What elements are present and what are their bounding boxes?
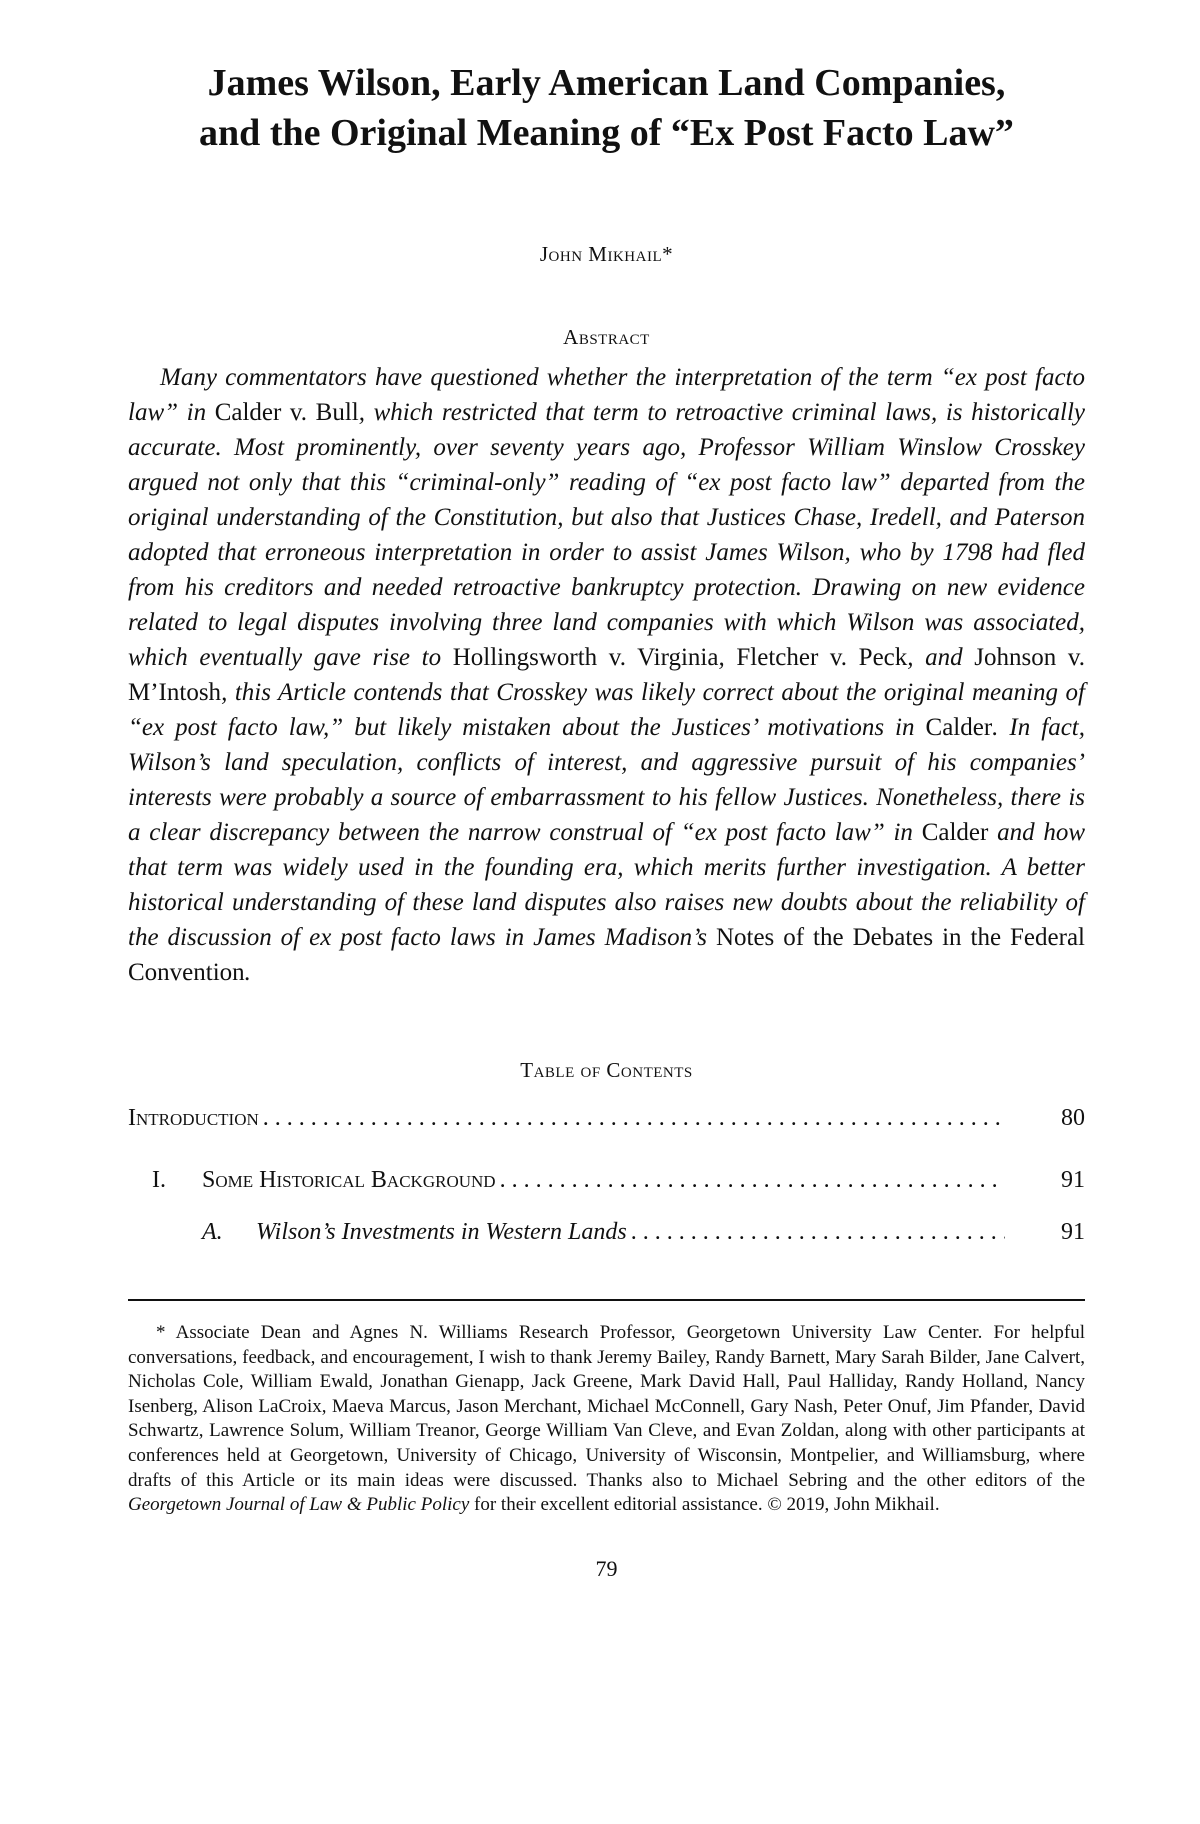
footnote-segment: for their excellent editorial assistance. © 2019, John Mikhail. <box>469 1494 940 1516</box>
abstract-segment: . In fact, Wilson’s land speculation, conflicts of interest, and aggressive pursuit of his companies’ interests were probably a source of embarrassment to his fellow Justices. Nonetheless, there is a clear discrepancy between the narrow construal of “ex post facto law” in <box>128 714 1085 846</box>
toc-entry-heading <box>128 1165 496 1195</box>
toc-entry-label: Introduction <box>128 1105 259 1131</box>
author-footnote <box>128 1321 1085 1518</box>
toc-entry-section-1a[interactable] <box>128 1217 1085 1247</box>
toc-entry-page: 91 <box>1061 1219 1085 1245</box>
footnote-divider <box>128 1299 1085 1301</box>
toc-entry-label: Wilson’s Investments in Western Lands <box>256 1219 627 1245</box>
dot-leader <box>263 1103 1005 1133</box>
article-first-page <box>128 58 1085 1582</box>
toc-heading: Table of Contents <box>520 1058 693 1082</box>
book-title: Notes of the Debates in the Federal Convention <box>128 924 1085 986</box>
case-name: Calder <box>925 714 993 741</box>
abstract-segment: , this Article contends that Crosskey was likely correct about the original meaning of “ex post facto law,” but likely mistaken about the Justices’ motivations in <box>128 679 1085 741</box>
abstract-segment: , <box>718 644 737 671</box>
abstract-segment: , and <box>907 644 975 671</box>
toc-entry-page: 80 <box>1061 1105 1085 1131</box>
abstract-body <box>128 360 1085 990</box>
case-name: Calder v. Bull <box>214 399 359 426</box>
abstract-segment: . <box>244 959 251 986</box>
toc-entry-introduction[interactable] <box>128 1103 1085 1133</box>
abstract-heading: Abstract <box>563 325 650 349</box>
toc-entry-label: Some Historical Background <box>202 1167 496 1193</box>
title-line-2: and the Original Meaning of “Ex Post Facto Law” <box>199 112 1014 154</box>
case-name: Fletcher v. Peck <box>736 644 908 671</box>
toc-entry-number: A. <box>202 1219 223 1245</box>
author-byline <box>128 242 1085 267</box>
toc-entry-number: I. <box>152 1167 166 1193</box>
abstract-segment: Many commentators have questioned whether the interpretation of the term “ex post facto law” in <box>128 364 1085 426</box>
author-footnote-marker: * <box>662 242 674 266</box>
journal-name: Georgetown Journal of Law & Public Policy <box>128 1494 470 1516</box>
dot-leader <box>500 1165 1005 1195</box>
toc-entry-section-1[interactable] <box>128 1165 1085 1195</box>
article-title <box>128 58 1085 158</box>
abstract-segment: and how that term was widely used in the founding era, which merits further investigation. A better historical understanding of these land disputes also raises new doubts about the reliability of the discussion of ex post facto laws in James Madison’s <box>128 819 1085 951</box>
author-name: John Mikhail <box>539 242 663 266</box>
abstract-segment: , which restricted that term to retroactive criminal laws, is historically accurate. Most prominently, over seventy years ago, Professor William Winslow Crosskey argued not only that this “criminal-only” reading of “ex post facto law” departed from the original understanding of the Constitution, but also that Justices Chase, Iredell, and Paterson adopted that erroneous interpretation in order to assist James Wilson, who by 1798 had fled from his creditors and needed retroactive bankruptcy protection. Drawing on new evidence related to legal disputes involving three land companies with which Wilson was associated, which eventually gave rise to <box>128 399 1085 671</box>
case-name: Hollingsworth v. Virginia <box>452 644 719 671</box>
toc-entry-page: 91 <box>1061 1167 1085 1193</box>
toc-entry-heading <box>128 1217 627 1247</box>
case-name: Calder <box>921 819 989 846</box>
case-name: Johnson v. M’Intosh <box>128 644 1086 706</box>
title-line-1: James Wilson, Early American Land Companies, <box>207 62 1006 104</box>
dot-leader <box>631 1217 1005 1247</box>
page-number: 79 <box>595 1555 618 1581</box>
footnote-segment: * Associate Dean and Agnes N. Williams Research Professor, Georgetown University Law Center. For helpful conversations, feedback, and encouragement, I wish to thank Jeremy Bailey, Randy Barnett, Mary Sarah Bilder, Jane Calvert, Nicholas Cole, William Ewald, Jonathan Gienapp, Jack Greene, Mark David Hall, Paul Halliday, Randy Holland, Nancy Isenberg, Alison LaCroix, Maeva Marcus, Jason Merchant, Michael McConnell, Gary Nash, Peter Onuf, Jim Pfander, David Schwartz, Lawrence Solum, William Treanor, George William Van Cleve, and Evan Zoldan, along with other participants at conferences held at Georgetown, University of Chicago, University of Wisconsin, Montpelier, and Williamsburg, where drafts of this Article or its main ideas were discussed. Thanks also to Michael Sebring and the other editors of the <box>128 1322 1085 1491</box>
